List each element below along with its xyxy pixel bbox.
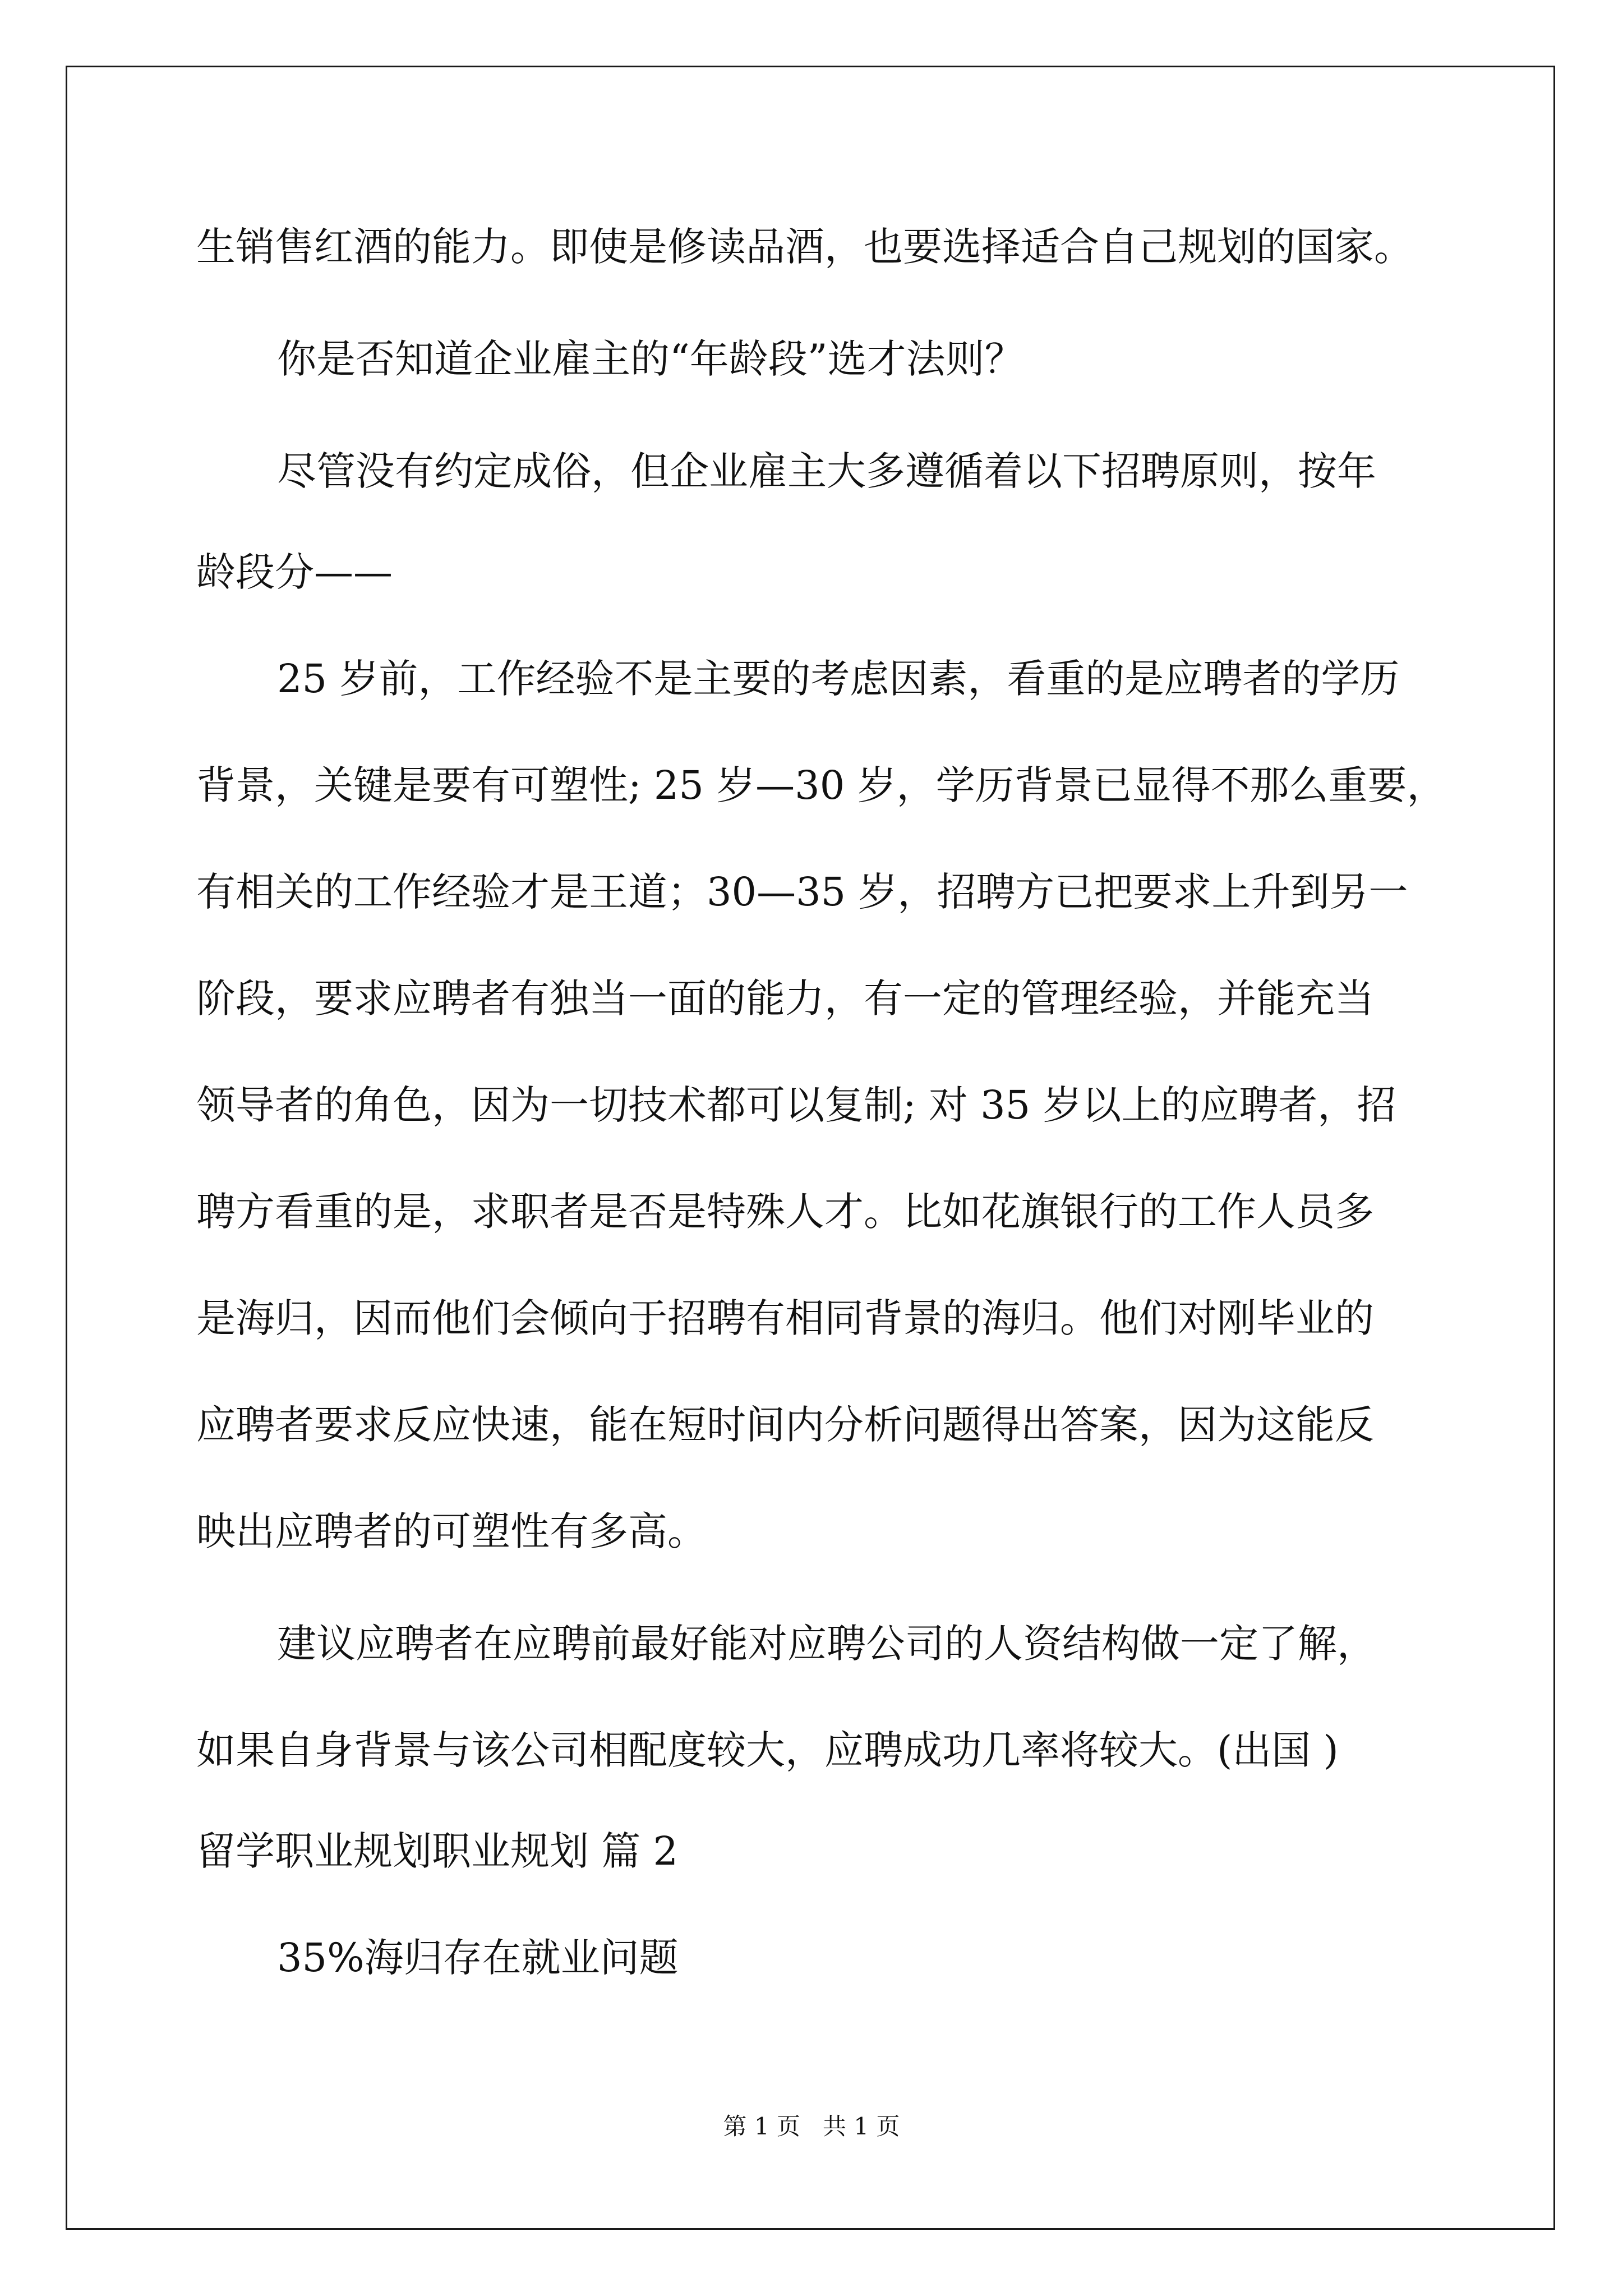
text-line: 你是否知道企业雇主的“年龄段”选才法则？ <box>277 336 1024 382</box>
text-line: 是海归，因而他们会倾向于招聘有相同背景的海归。他们对刚毕业的 <box>196 1295 1374 1341</box>
text-line: 尽管没有约定成俗，但企业雇主大多遵循着以下招聘原则，按年 <box>277 448 1376 494</box>
text-line: 领导者的角色，因为一切技术都可以复制; 对 35 岁以上的应聘者，招 <box>196 1082 1396 1128</box>
text-line: 应聘者要求反应快速，能在短时间内分析问题得出答案，因为这能反 <box>196 1402 1374 1448</box>
text-line: 生销售红酒的能力。即使是修读品酒，也要选择适合自己规划的国家。 <box>196 224 1413 270</box>
text-line: 有相关的工作经验才是王道；30—35 岁，招聘方已把要求上升到另一 <box>196 869 1408 915</box>
page-number-footer: 第 1 页 共 1 页 <box>723 2113 900 2140</box>
text-line: 龄段分—— <box>196 549 393 595</box>
text-line: 聘方看重的是，求职者是否是特殊人才。比如花旗银行的工作人员多 <box>196 1189 1374 1235</box>
text-line: 35%海归存在就业问题 <box>277 1935 679 1981</box>
text-line: 阶段，要求应聘者有独当一面的能力，有一定的管理经验，并能充当 <box>196 976 1374 1022</box>
text-line: 映出应聘者的可塑性有多高。 <box>196 1508 707 1554</box>
text-line: 25 岁前，工作经验不是主要的考虑因素，看重的是应聘者的学历 <box>277 656 1400 702</box>
text-line: 建议应聘者在应聘前最好能对应聘公司的人资结构做一定了解， <box>277 1621 1376 1667</box>
text-line: 留学职业规划职业规划 篇 2 <box>196 1828 679 1874</box>
text-line: 背景，关键是要有可塑性; 25 岁—30 岁，学历背景已显得不那么重要， <box>196 762 1446 808</box>
text-line: 如果自身背景与该公司相配度较大，应聘成功几率将较大。(出国 ) <box>196 1727 1339 1773</box>
page-border <box>66 66 1555 2230</box>
